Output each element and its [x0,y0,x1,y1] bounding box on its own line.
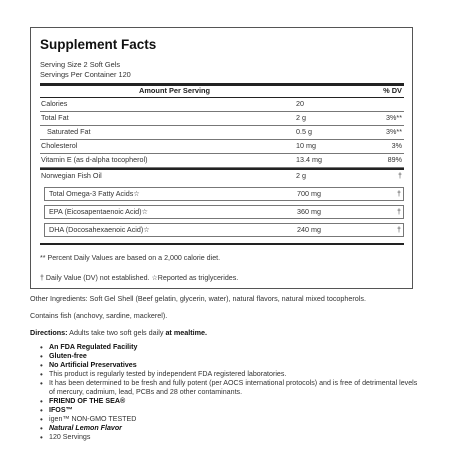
supplement-facts-panel [30,27,413,289]
facts-row-amount: 2 g [296,171,306,180]
feature-item [40,370,420,379]
facts-row-dv: † [397,225,401,234]
facts-row-amount: 20 [296,99,304,108]
serving-size: Serving Size 2 Soft Gels [40,60,121,69]
facts-row [40,98,404,112]
bullet-icon: • [40,370,43,379]
facts-row [44,223,404,237]
bullet-icon: • [40,415,43,424]
facts-row-amount: 0.5 g [296,127,312,136]
fish-oil-rows [40,170,404,237]
feature-item [40,415,420,424]
directions-label: Directions: [30,328,68,337]
facts-row-name: Vitamin E (as d-alpha tocopherol) [41,155,148,164]
footnote-daily-values: ** Percent Daily Values are based on a 2,000 calorie diet. [40,254,221,262]
facts-row-amount: 700 mg [297,189,321,198]
facts-row-name: Norwegian Fish Oil [41,171,102,180]
facts-row-dv: 89% [387,155,402,164]
facts-header-row [40,83,404,98]
facts-row [40,154,404,168]
feature-text: IFOS™ [49,406,73,414]
bullet-icon: • [40,424,43,433]
facts-row [40,112,404,126]
facts-row-dv: 3%** [386,127,402,136]
bullet-icon: • [40,406,43,415]
facts-row [44,187,404,201]
bullet-icon: • [40,352,43,361]
facts-row-amount: 10 mg [296,141,316,150]
bullet-icon: • [40,361,43,370]
facts-row-name: Calories [41,99,68,108]
directions [30,328,430,338]
bullet-icon: • [40,379,43,388]
feature-item [40,406,420,415]
facts-row-name: Total Fat [41,113,69,122]
directions-text: Adults take two soft gels daily [67,328,166,337]
daily-value-header: % DV [383,86,402,95]
facts-row-amount: 360 mg [297,207,321,216]
nutrient-rows [40,98,404,168]
feature-text: It has been determined to be fresh and fully potent (per AOCS international protocols) and is free of detrimental levels of mercury, cadmium, lead, PCBs and 28 other contaminants. [49,379,418,396]
facts-row-amount: 13.4 mg [296,155,322,164]
feature-item [40,424,420,433]
bullet-icon: • [40,433,43,442]
bullet-icon: • [40,397,43,406]
facts-row-amount: 2 g [296,113,306,122]
feature-text: This product is regularly tested by independent FDA registered laboratories. [49,370,287,378]
footnote-dv-not-established: † Daily Value (DV) not established. ☆Reported as triglycerides. [40,274,239,282]
directions-emphasis: at mealtime. [165,328,207,337]
facts-row-name: Total Omega-3 Fatty Acids☆ [49,189,140,198]
facts-row-amount: 240 mg [297,225,321,234]
facts-row-name: DHA (Docosahexaenoic Acid)☆ [49,225,150,234]
panel-title: Supplement Facts [40,37,157,52]
servings-per-container: Servings Per Container 120 [40,70,131,79]
facts-row [44,205,404,219]
facts-row [40,126,404,140]
facts-row-name: Cholesterol [41,141,78,150]
facts-row-dv: 3%** [386,113,402,122]
facts-row-name: EPA (Eicosapentaenoic Acid)☆ [49,207,149,216]
feature-item [40,343,420,352]
facts-row-dv: † [397,189,401,198]
feature-text: Natural Lemon Flavor [49,424,122,432]
contains-allergens: Contains fish (anchovy, sardine, mackerel). [30,311,168,320]
other-ingredients: Other Ingredients: Soft Gel Shell (Beef gelatin, glycerin, water), natural flavors, natural mixed tocopherols. [30,294,366,303]
feature-item [40,361,420,370]
facts-row-dv: † [398,171,402,180]
feature-item [40,379,420,397]
feature-text: FRIEND OF THE SEA® [49,397,126,405]
facts-row-dv: 3% [391,141,402,150]
feature-text: No Artificial Preservatives [49,361,137,369]
amount-per-serving-header: Amount Per Serving [139,86,211,95]
facts-row [40,170,404,183]
feature-text: Gluten-free [49,352,87,360]
feature-list [40,343,420,442]
facts-row-dv: † [397,207,401,216]
feature-item [40,397,420,406]
bullet-icon: • [40,343,43,352]
feature-text: An FDA Regulated Facility [49,343,138,351]
facts-row-name: Saturated Fat [47,127,91,136]
feature-item [40,352,420,361]
feature-text: 120 Servings [49,433,91,441]
facts-row [40,140,404,154]
feature-item [40,433,420,442]
feature-text: igen™ NON-GMO TESTED [49,415,137,423]
section-divider [40,243,404,245]
